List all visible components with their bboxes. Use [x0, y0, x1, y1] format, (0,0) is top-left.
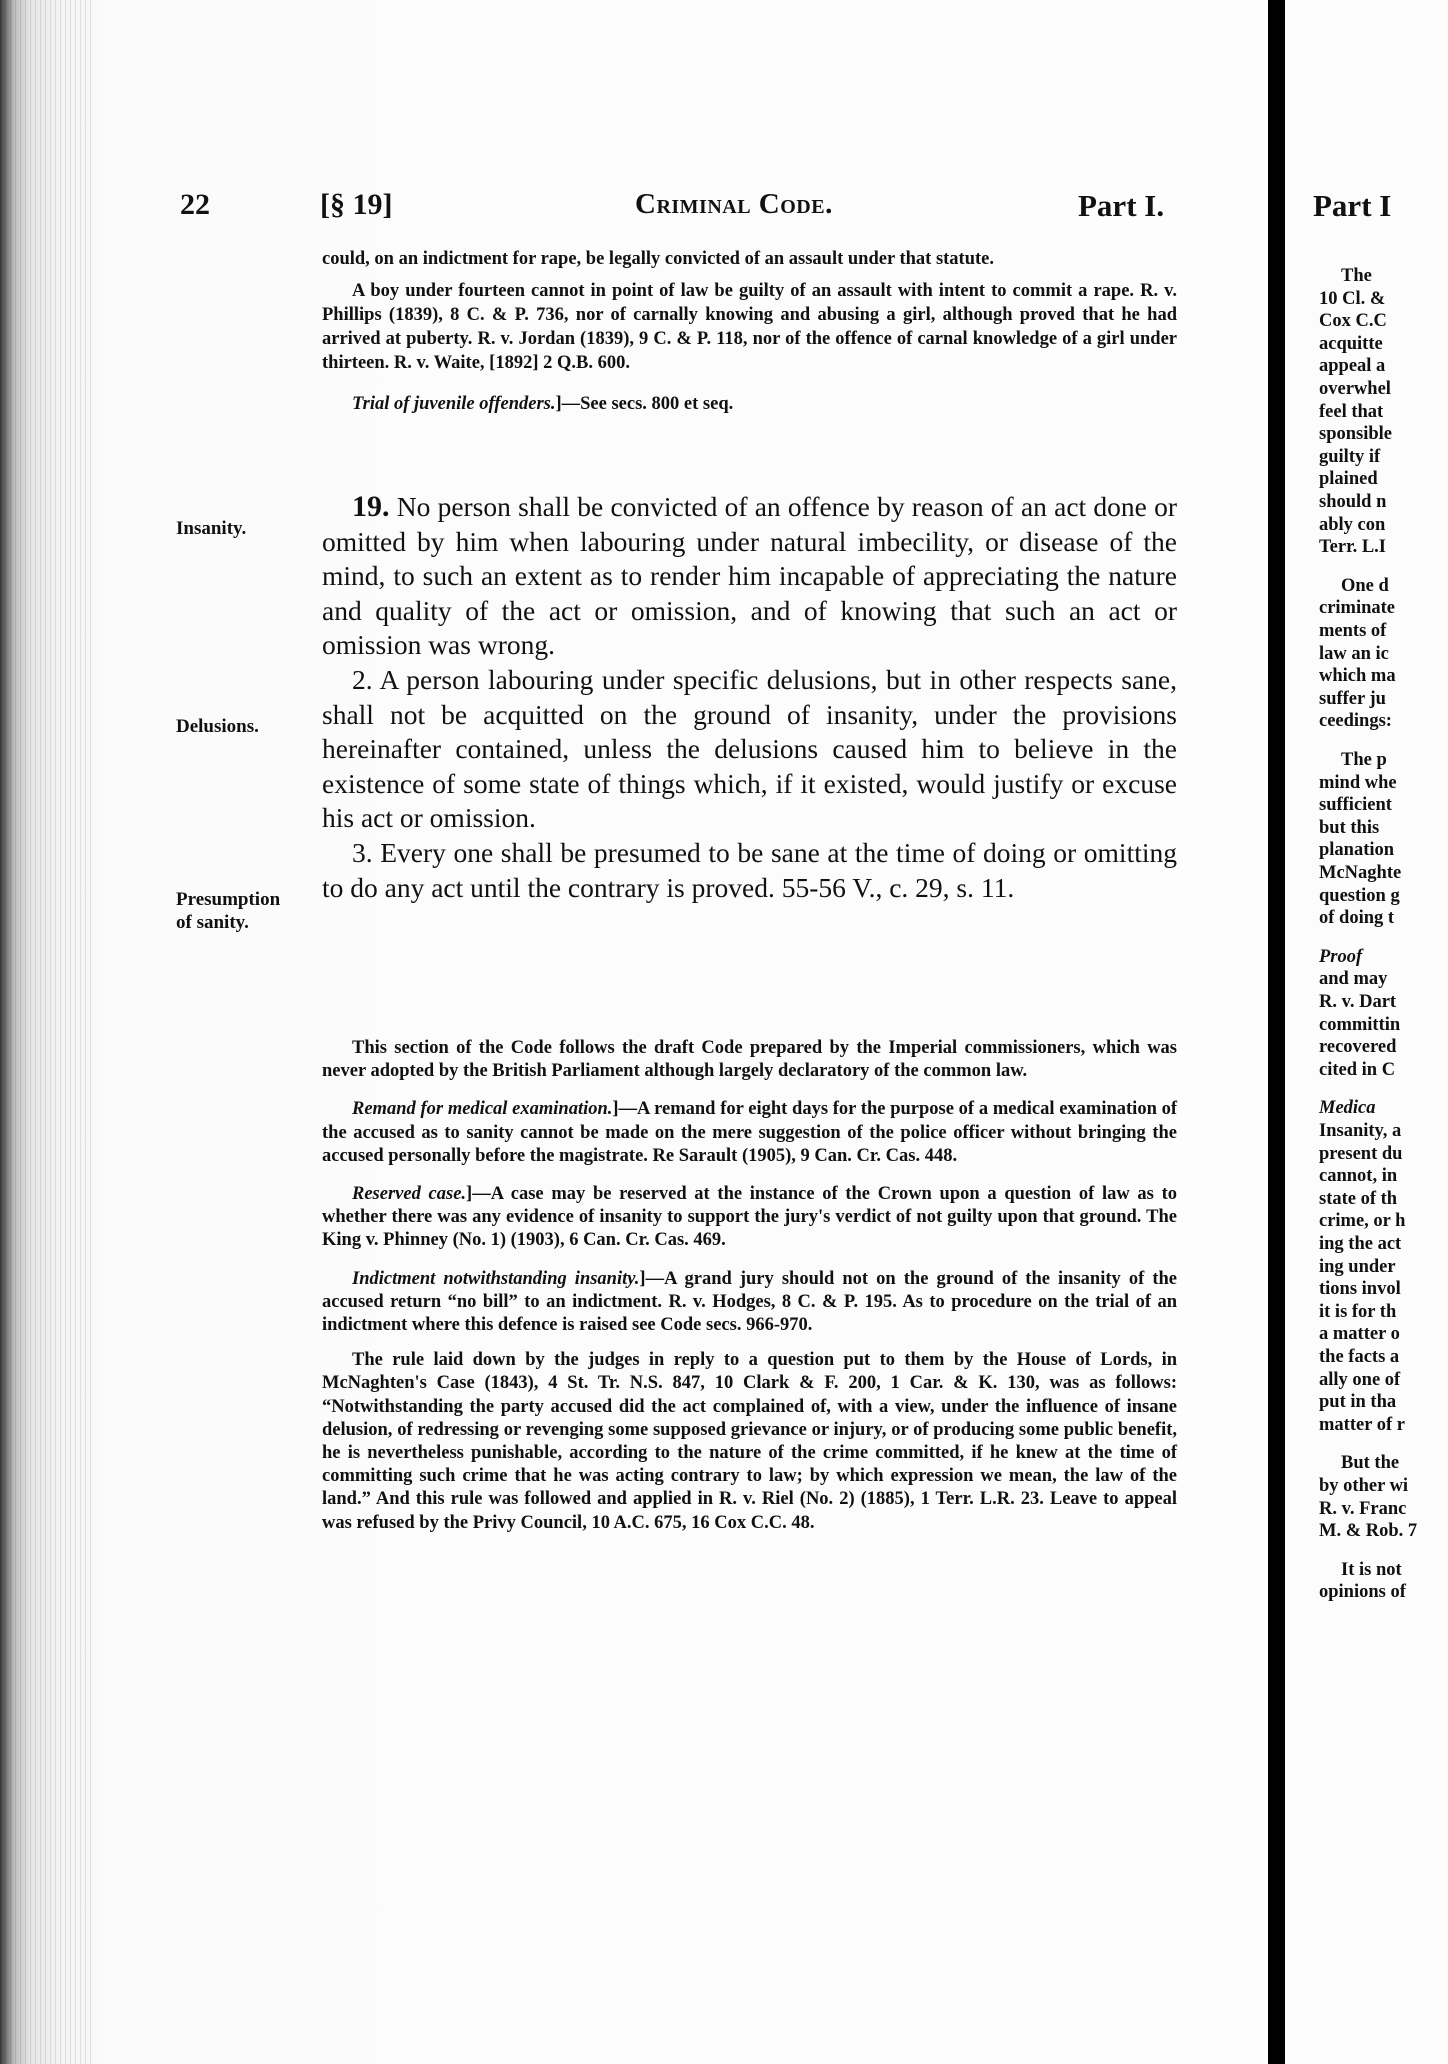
right-page-line: feel that	[1319, 401, 1384, 422]
right-page-line: ally one of	[1319, 1369, 1401, 1390]
part-label: Part I.	[1078, 188, 1165, 223]
right-page-line: Terr. L.I	[1319, 537, 1386, 558]
right-page-line: crime, or h	[1319, 1211, 1406, 1232]
right-page-line: mind whe	[1319, 772, 1397, 793]
right-page-line: ing under	[1319, 1256, 1396, 1277]
remand-note: Remand for medical examination.]—A remand for eight days for the purpose of a medical examination of the accused as to sanity cannot be made on the mere suggestion of the police officer without bringing the accused personally before the magistrate. Re Sarault (1905), 9 Can. Cr. Cas. 448.	[322, 1099, 1178, 1166]
juvenile-note	[322, 392, 1177, 416]
right-page-line: The p	[1341, 750, 1387, 770]
right-page-line: law an ic	[1319, 643, 1389, 664]
right-page-line: overwhel	[1319, 379, 1391, 399]
top-text-block	[322, 247, 1177, 416]
right-page-line: of doing t	[1319, 908, 1395, 929]
right-page-line: plained	[1319, 469, 1378, 490]
right-page-line: criminate	[1319, 598, 1396, 619]
right-page-line: R. v. Dart	[1319, 992, 1397, 1012]
right-page-line: One d	[1341, 575, 1389, 596]
right-page-line: sufficient	[1319, 795, 1392, 816]
indictment-note: Indictment notwithstanding insanity.]—A grand jury should not on the ground of the insanity of the accused return “no bill” to an indictment. R. v. Hodges, 8 C. & P. 195. As to procedure on the trial of an indictment where this defence is raised see Code secs. 966-970.	[322, 1268, 1177, 1336]
right-page-line: cannot, in	[1319, 1166, 1398, 1187]
right-page-line: M. & Rob. 7	[1319, 1521, 1418, 1542]
page-number: 22	[180, 188, 210, 221]
right-page-line: a matter o	[1319, 1324, 1400, 1345]
right-page-line: McNaghte	[1319, 863, 1402, 883]
right-page-line: tions invol	[1319, 1279, 1401, 1300]
right-page-line: by other wi	[1319, 1476, 1409, 1496]
right-page-line: But the	[1341, 1453, 1400, 1474]
right-page-line: put in tha	[1319, 1392, 1397, 1413]
right-page	[1285, 0, 1448, 2064]
reserved-case-note: Reserved case.]—A case may be reserved at the instance of the Crown upon a question of law as to whether there was any evidence of insanity to support the jury's verdict of not guilty upon that ground. The King v. Phinney (No. 1) (1903), 6 Can. Cr. Cas. 469.	[322, 1184, 1177, 1251]
right-page-line: the facts a	[1319, 1347, 1400, 1367]
right-page-line: matter of r	[1319, 1414, 1405, 1435]
right-page-line: appeal a	[1319, 356, 1386, 377]
right-page-line: question g	[1319, 885, 1400, 906]
right-page-line: planation	[1319, 840, 1395, 861]
right-page-line: should n	[1319, 492, 1387, 512]
right-page-line: ceedings:	[1319, 711, 1392, 732]
right-page-line: and may	[1319, 969, 1388, 990]
right-page-line: 10 Cl. &	[1319, 288, 1386, 309]
right-page-line: ments of	[1319, 621, 1387, 641]
top-paragraph-1: could, on an indictment for rape, be legally convicted of an assault under that statute. A boy under fourteen cannot in point of law be guilty of an assault with intent to commit a rape. R. v. Phillips (1839), 8 C. & P. 736, nor of carnally knowing and abusing a girl, although proved that he had arrived at puberty. R. v. Jordan (1839), 9 C. & P. 118, nor of the offence of carnal knowledge of a girl under thirteen. R. v. Waite, [1892] 2 Q.B. 600.	[322, 249, 1177, 373]
right-page-line: ing the act	[1319, 1234, 1402, 1254]
annotations-block	[322, 1037, 1177, 1535]
margin-note-presumption: Presumption of sanity.	[176, 889, 281, 933]
binding-shadow	[0, 0, 95, 2064]
juvenile-text: ]—See secs. 800 et seq.	[555, 394, 734, 414]
right-page-line: It is not	[1341, 1559, 1402, 1580]
section-19-text	[322, 490, 1177, 905]
right-page-line: Insanity, a	[1319, 1121, 1402, 1141]
section-paragraph-3: 3. Every one shall be presumed to be sane at the time of doing or omitting to do any act until the contrary is proved. 55-56 V., c. 29, s. 11.	[322, 836, 1177, 903]
running-title: Criminal Code.	[635, 188, 833, 220]
right-page-line: which ma	[1319, 666, 1396, 687]
right-page-line: state of th	[1319, 1188, 1398, 1209]
right-page-line: suffer ju	[1319, 688, 1386, 709]
right-page-line: The	[1341, 266, 1372, 286]
right-page-line: R. v. Franc	[1319, 1498, 1407, 1519]
right-page-line: Proof	[1319, 946, 1363, 967]
section-reference: [§ 19]	[320, 188, 393, 221]
right-page-line: ably con	[1319, 514, 1386, 535]
right-page-line: recovered	[1319, 1037, 1397, 1058]
section-paragraph-1: 19. No person shall be convicted of an offence by reason of an act done or omitted by him when labouring under natural imbecility, or disease of the mind, to such an extent as to render him incapable of appreciating the nature and quality of the act or omission, and of knowing that such an act or omission was wrong.	[322, 490, 1177, 661]
juvenile-heading: Trial of juvenile offenders.	[352, 394, 556, 414]
right-page-line: but this	[1319, 817, 1380, 838]
right-page-line: guilty if	[1319, 446, 1381, 467]
right-page-header: Part I	[1313, 188, 1392, 223]
right-page-line: acquitte	[1319, 333, 1383, 354]
right-page-line: committin	[1319, 1014, 1401, 1035]
right-page-line: Cox C.C	[1319, 311, 1387, 332]
intro-note: This section of the Code follows the draft Code prepared by the Imperial commissioners, which was never adopted by the British Parliament although largely declaratory of the common law.	[322, 1038, 1177, 1082]
section-paragraph-2: 2. A person labouring under specific delusions, but in other respects sane, shall not be acquitted on the ground of insanity, under the provisions hereinafter contained, unless the delusions caused him to believe in the existence of some state of things which, if it existed, would justify or excuse his act or omission.	[322, 663, 1177, 834]
top-paragraph-2: A boy under fourteen cannot in point of law be guilty of an assault with intent to commit a rape. R. v. Phillips (1839), 8 C. & P. 736, nor of carnally knowing and abusing a girl, although proved that he had arrived at puberty. R. v. Jordan (1839), 9 C. & P. 118, nor of the offence of carnal knowledge of a girl under thirteen. R. v. Waite, [1892] 2 Q.B. 600.	[322, 281, 1177, 373]
mcnaghten-rule-note: The rule laid down by the judges in reply to a question put to them by the House of Lords, in McNaghten's Case (1843), 4 St. Tr. N.S. 847, 10 Clark & F. 200, 1 Car. & K. 130, was as follows: “Notwithstanding the party accused did the act complained of, with a view, under the influence of insane delusion, of redressing or revenging some supposed grievance or injury, or of producing some public benefit, he is nevertheless punishable, according to the nature of the crime committed, if he knew at the time of committing such crime that he was acting contrary to law; by which expression we mean, the law of the land.” And this rule was followed and applied in R. v. Riel (No. 2) (1885), 1 Terr. L.R. 23. Leave to appeal was refused by the Privy Council, 10 A.C. 675, 16 Cox C.C. 48.	[322, 1350, 1177, 1533]
right-page-line: Medica	[1319, 1098, 1376, 1119]
right-page-line: opinions of	[1319, 1582, 1406, 1603]
section-number: 19.	[352, 490, 390, 523]
right-page-line: it is for th	[1319, 1301, 1397, 1322]
right-page-line: sponsible	[1319, 424, 1393, 445]
right-page-line: present du	[1319, 1143, 1403, 1164]
margin-note-delusions: Delusions.	[176, 716, 259, 737]
margin-note-insanity: Insanity.	[176, 518, 247, 539]
right-page-line: cited in C	[1319, 1059, 1396, 1080]
